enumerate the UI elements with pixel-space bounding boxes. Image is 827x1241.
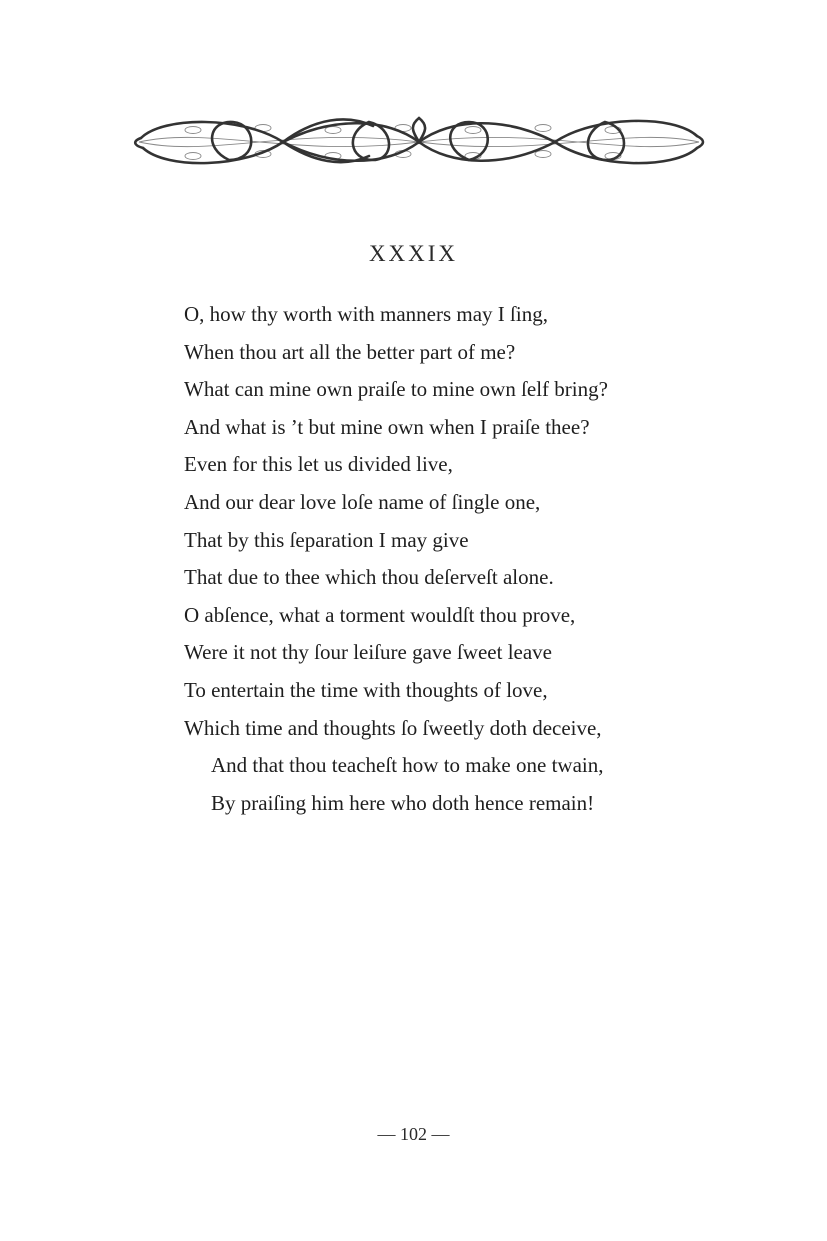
couplet-line: By praiſing him here who doth hence remain! (211, 790, 595, 815)
poem-line: Even for this let us divided live, (184, 452, 453, 477)
poem-line: What can mine own praiſe to mine own ſelf bring? (184, 377, 608, 402)
sonnet-number-heading: XXXIX (368, 241, 459, 266)
couplet-line: And that thou teacheſt how to make one twain, (211, 753, 604, 778)
poem-line: That due to thee which thou deſerveſt alone. (184, 565, 554, 590)
poem-line: O, how thy worth with manners may I ſing, (184, 302, 548, 326)
poem-line: And our dear love loſe name of ſingle one, (184, 489, 541, 514)
poem-line: Which time and thoughts ſo ſweetly doth deceive, (184, 715, 602, 740)
poem-line: When thou art all the better part of me? (184, 339, 516, 364)
poem-line: Were it not thy ſour leiſure gave ſweet leave (184, 640, 552, 665)
poem-line: O abſence, what a torment wouldſt thou prove, (184, 602, 576, 627)
poem-line: To entertain the time with thoughts of love, (184, 677, 548, 702)
flourish-ornament-icon (133, 108, 705, 174)
poem-line: That by this ſeparation I may give (184, 527, 469, 552)
poem-line: And what is ’t but mine own when I praiſe thee? (184, 414, 590, 439)
page-number: — 102 — (377, 1124, 450, 1144)
poem-body (184, 296, 724, 822)
